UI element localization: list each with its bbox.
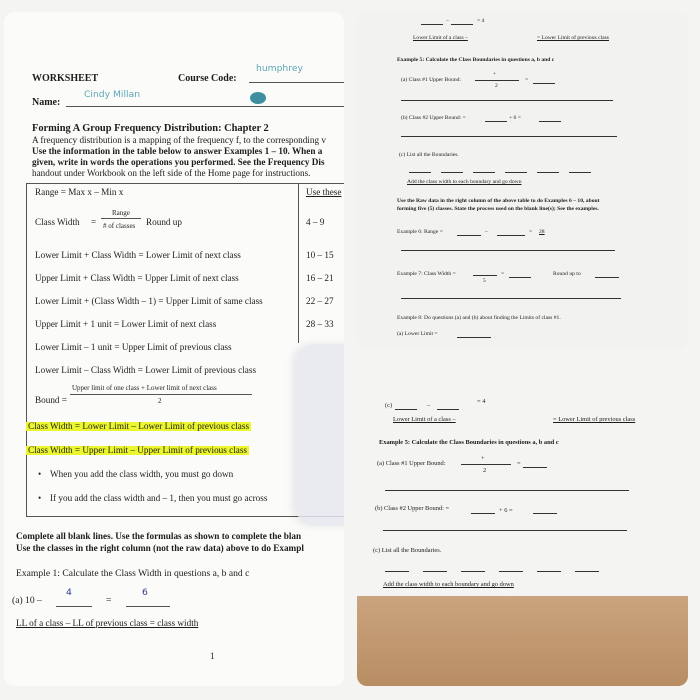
minus-sign: – [485, 229, 488, 235]
boundary-blank [473, 172, 495, 173]
answer-blank [533, 83, 555, 84]
bound-fraction-bar [70, 394, 252, 395]
worksheet-title: Forming A Group Frequency Distribution: Chapter 2 [32, 123, 269, 134]
raw-data-line-2: forming five (5) classes. State the process used on the blank line(s); See the examples. [397, 206, 599, 212]
table-top-border [26, 183, 344, 184]
intro-line-3: given, write in words the operations you performed. See the Frequency Dis [32, 157, 325, 167]
example-5c: (c) List all the Boundaries. [399, 152, 459, 158]
bound-label: Bound = [35, 395, 67, 405]
example-5b: (b) Class #2 Upper Bound: = [375, 505, 450, 512]
blank [395, 409, 417, 410]
blank [421, 24, 443, 25]
blank [451, 24, 473, 25]
table-divider [298, 183, 299, 343]
blank [471, 513, 495, 514]
class-width-label: Class Width [35, 217, 80, 227]
fraction-bar [473, 275, 497, 276]
minus-sign: – [427, 402, 431, 409]
lower-limit-prev: = Lower Limit of previous class [553, 416, 636, 423]
boundary-blank [461, 571, 485, 572]
course-code-label: Course Code: [178, 73, 237, 84]
fraction-bar [475, 80, 519, 81]
fraction-bar [461, 464, 511, 465]
example-a-label: (a) 10 – [12, 595, 42, 606]
table-left-border [26, 183, 27, 516]
class-width-fraction-bar [101, 218, 141, 219]
formula-range: Range = Max x – Min x [35, 187, 124, 197]
work-line [401, 136, 617, 137]
example-a-answer-2: 6 [142, 587, 148, 598]
example-7-round: Round up to [553, 271, 581, 277]
boundary-blank [575, 571, 599, 572]
boundary-blank [385, 571, 409, 572]
class-width-denominator: # of classes [103, 222, 136, 230]
boundary-blank [441, 172, 463, 173]
example-a-answer-1: 4 [66, 587, 72, 598]
lower-limit-prev: = Lower Limit of previous class [537, 35, 609, 41]
instructions-line-1: Complete all blank lines. Use the formulas as shown to complete the blan [16, 531, 302, 541]
course-code-value: humphrey [256, 63, 303, 74]
boundary-blank [537, 172, 559, 173]
blank [497, 235, 525, 236]
plus-sign: + [493, 71, 497, 77]
example-5a: (a) Class #1 Upper Bound: [377, 460, 446, 467]
boundary-blank [409, 172, 431, 173]
worksheet-label: WORKSHEET [32, 73, 99, 84]
paper-fold-shadow [296, 344, 344, 526]
part-c-label: (c) [385, 402, 393, 409]
example-5c: (c) List all the Boundaries. [373, 547, 442, 554]
work-line [401, 250, 615, 251]
boundary-blank [505, 172, 527, 173]
class-range-4: 22 – 27 [306, 296, 334, 306]
answer-blank [533, 513, 557, 514]
class-width-numerator: Range [112, 209, 130, 217]
boundary-blank [423, 571, 447, 572]
bound-numerator: Upper limit of one class + Lower limit of next class [72, 384, 217, 392]
right-column-header: Use these [306, 187, 342, 197]
equals-sign: = [525, 77, 529, 83]
boundary-blank [499, 571, 523, 572]
work-line [401, 298, 621, 299]
work-line [383, 530, 627, 531]
name-label: Name: [32, 97, 61, 108]
intro-line-2: Use the information in the table below to answer Examples 1 – 10. When a [32, 146, 323, 156]
intro-line-4: handout under Workbook on the left side of the Home page for instructions. [32, 168, 311, 178]
example-5b-plus: + 6 = [509, 115, 521, 121]
blank [509, 277, 531, 278]
example-8a: (a) Lower Limit = [397, 331, 438, 337]
example-5a: (a) Class #1 Upper Bound: [401, 77, 461, 83]
class-range-5: 28 – 33 [306, 319, 334, 329]
desk-surface [357, 596, 688, 686]
page-number: 1 [210, 651, 215, 661]
minus-sign: – [446, 18, 449, 24]
lower-limit-line: Lower Limit of a class – [413, 35, 468, 41]
example-a-blank-1 [56, 606, 92, 607]
example-5c-caption: Add the class width to each boundary and go down [407, 179, 522, 185]
formula-2: Upper Limit + Class Width = Upper Limit of next class [35, 273, 239, 283]
plus-sign: + [481, 455, 485, 462]
formula-3: Lower Limit + (Class Width – 1) = Upper Limit of same class [35, 296, 263, 306]
blank [457, 235, 481, 236]
formula-5: Lower Limit – 1 unit = Upper Limit of previous class [35, 342, 232, 352]
example-8: Example 8: Do questions (a) and (b) about finding the Limits of class #1. [397, 315, 561, 321]
lower-limit-line: Lower Limit of a class – [393, 416, 456, 423]
equals-sign: = [517, 460, 521, 467]
eq-4: = 4 [477, 18, 485, 24]
formula-6: Lower Limit – Class Width = Lower Limit of previous class [35, 365, 257, 375]
worksheet-page-1 [4, 12, 344, 686]
answer-blank [457, 337, 491, 338]
equals-sign: = [529, 229, 533, 235]
bound-denominator: 2 [158, 397, 162, 405]
example-5b: (b) Class #2 Upper Bound: = [401, 115, 466, 121]
round-up-text: Round up [146, 217, 182, 227]
intro-line-1: A frequency distribution is a mapping of the frequency f, to the corresponding v [32, 135, 326, 145]
example-a-equals: = [106, 595, 112, 606]
table-bottom-border [26, 516, 344, 517]
example-5b-plus: + 6 = [499, 507, 513, 514]
denominator-2: 2 [495, 83, 498, 89]
highlight-formula-2: Class Width = Upper Limit – Upper Limit of previous class [28, 445, 247, 455]
bullet-2: If you add the class width and – 1, then you must go across [50, 493, 268, 503]
ink-smudge [250, 92, 266, 104]
example-6: Example 6: Range = [397, 229, 443, 235]
blank [485, 121, 507, 122]
example-a-caption: LL of a class – LL of previous class = class width [16, 618, 199, 628]
formula-1: Lower Limit + Class Width = Lower Limit of next class [35, 250, 241, 260]
answer-blank [523, 467, 547, 468]
example-5: Example 5: Calculate the Class Boundaries in questions a, b and c [397, 57, 555, 63]
class-range-1: 4 – 9 [306, 217, 325, 227]
example-5: Example 5: Calculate the Class Boundaries in questions a, b and c [379, 439, 559, 446]
example-1: Example 1: Calculate the Class Width in questions a, b and c [16, 568, 250, 579]
boundary-blank [569, 172, 591, 173]
example-7: Example 7: Class Width = [397, 271, 456, 277]
blank [437, 409, 459, 410]
equals-sign: = [501, 271, 505, 277]
work-line [401, 100, 613, 101]
example-a-blank-2 [126, 606, 170, 607]
bullet-2-dot: • [38, 493, 42, 503]
equals-sign: = [91, 217, 97, 227]
course-code-underline [249, 82, 344, 83]
worksheet-page-2-bottom [357, 358, 688, 686]
example-7-denominator: 5 [483, 278, 486, 284]
answer-blank [595, 277, 619, 278]
name-value: Cindy Millan [84, 89, 141, 100]
example-5c-caption: Add the class width to each boundary and go down [383, 581, 514, 588]
raw-data-line-1: Use the Raw data in the right column of the above table to do Examples 6 – 10, about [397, 198, 600, 204]
eq-4: = 4 [477, 398, 486, 405]
answer-blank [539, 121, 561, 122]
class-range-3: 16 – 21 [306, 273, 334, 283]
denominator-2: 2 [483, 467, 487, 474]
bullet-1-dot: • [38, 469, 42, 479]
instructions-line-2: Use the classes in the right column (not the raw data) above to do Exampl [16, 543, 304, 553]
class-range-2: 10 – 15 [306, 250, 334, 260]
example-6-answer: 28 [539, 229, 545, 235]
bullet-1: When you add the class width, you must go down [50, 469, 234, 479]
boundary-blank [537, 571, 561, 572]
worksheet-page-2-top [357, 12, 688, 348]
highlight-formula-1: Class Width = Lower Limit – Lower Limit of previous class [28, 421, 250, 431]
work-line [385, 490, 629, 491]
name-underline [66, 106, 344, 107]
formula-4: Upper Limit + 1 unit = Lower Limit of next class [35, 319, 217, 329]
